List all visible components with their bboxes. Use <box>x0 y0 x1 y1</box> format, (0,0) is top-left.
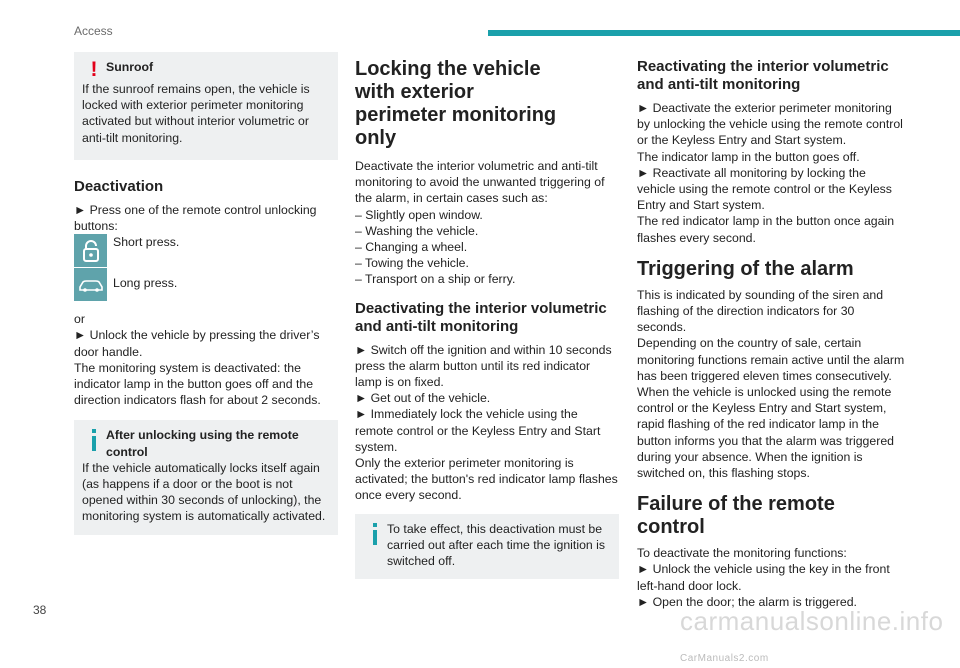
watermark-small-text: CarManuals2.com <box>680 653 769 664</box>
paragraph: To deactivate the monitoring functions: <box>637 546 847 561</box>
paragraph: ► Immediately lock the vehicle using the remote control or the Keyless Entry and Start system. <box>355 407 601 454</box>
info-icon <box>363 521 387 570</box>
note-text: To take effect, this deactivation must be carried out after each time the ignition is switched off. <box>387 521 606 569</box>
paragraph: ► Unlock the vehicle by pressing the driver’s door handle. <box>74 328 320 359</box>
paragraph: ► Get out of the vehicle. <box>355 391 491 406</box>
after-unlock-info-note <box>74 420 338 534</box>
header-accent-bar <box>488 30 960 36</box>
list-item: – Changing a wheel. <box>355 240 468 255</box>
list-item: – Slightly open window. <box>355 207 483 222</box>
column-3 <box>637 52 905 610</box>
note-text: If the sunroof remains open, the vehicle is locked with exterior perimeter monitoring activated but without interior volumetric or anti-tilt monitoring. <box>82 82 310 145</box>
short-press-label: Short press. <box>113 235 180 250</box>
watermark <box>680 606 960 668</box>
list-item: – Towing the vehicle. <box>355 256 469 271</box>
paragraph: The red indicator lamp in the button once again flashes every second. <box>637 214 895 245</box>
list-item: – Transport on a ship or ferry. <box>355 272 516 287</box>
column-1 <box>74 52 338 535</box>
warning-icon: ! <box>90 58 98 81</box>
paragraph: ► Press one of the remote control unlocking buttons: <box>74 202 317 234</box>
paragraph: This is indicated by sounding of the siren and flashing of the direction indicators for 30 seconds. <box>637 287 884 335</box>
paragraph: The indicator lamp in the button goes off. <box>637 149 860 164</box>
locking-heading: Locking the vehicle with exterior perimeter monitoring only <box>355 58 557 149</box>
deactivation-heading: Deactivation <box>74 177 164 195</box>
column-2 <box>355 52 619 579</box>
paragraph: Depending on the country of sale, certain monitoring functions remain active until the alarm has been triggered eleven times consecutively. <box>637 336 905 383</box>
long-press-row <box>74 268 338 301</box>
info-icon <box>82 427 106 459</box>
car-icon <box>74 268 107 301</box>
paragraph: When the vehicle is unlocked using the remote control or the Keyless Entry and Start system, rapid flashing of the red indicator lamp in the button informs you that the alarm was triggered during your absence. When the ignition is switched on, this flashing stops. <box>637 385 894 481</box>
paragraph: or <box>74 312 85 327</box>
paragraph: ► Deactivate the exterior perimeter monitoring by unlocking the vehicle using the remote control or the Keyless Entry and Start system. <box>637 101 903 148</box>
unlock-padlock-icon <box>74 234 107 267</box>
paragraph: The monitoring system is deactivated: the indicator lamp in the button goes off and the direction indicators flash for about 2 seconds. <box>74 360 321 408</box>
paragraph: ► Open the door; the alarm is triggered. <box>637 594 857 609</box>
triggering-heading: Triggering of the alarm <box>637 257 854 280</box>
note-title: After unlocking using the remote control <box>106 428 299 459</box>
deactivating-heading: Deactivating the interior volumetric and anti-tilt monitoring <box>355 299 607 335</box>
note-text: If the vehicle automatically locks itself again (as happens if a door or the boot is not opened within 30 seconds of unlocking), the monitoring system is automatically activated. <box>82 460 326 524</box>
note-title: Sunroof <box>106 60 154 74</box>
reactivating-heading: Reactivating the interior volumetric and anti-tilt monitoring <box>637 58 889 93</box>
paragraph: Deactivate the interior volumetric and anti-tilt monitoring to avoid the unwanted triggering of the alarm, in certain cases such as: <box>355 159 605 206</box>
failure-heading: Failure of the remote control <box>637 493 835 539</box>
paragraph: ► Reactivate all monitoring by locking the vehicle using the remote control or the Keyless Entry and Start system. <box>637 165 892 213</box>
paragraph: ► Switch off the ignition and within 10 seconds press the alarm button until its red indicator lamp is on fixed. <box>355 342 612 390</box>
long-press-label: Long press. <box>113 276 178 291</box>
watermark-text: carmanualsonline.info <box>680 606 944 636</box>
short-press-row <box>74 234 338 267</box>
section-title: Access <box>74 24 113 38</box>
paragraph: Only the exterior perimeter monitoring is activated; the button's red indicator lamp flashes once every second. <box>355 456 618 503</box>
paragraph: ► Unlock the vehicle using the key in the front left-hand door lock. <box>637 562 890 593</box>
list-item: – Washing the vehicle. <box>355 223 479 238</box>
page-number: 38 <box>33 603 47 617</box>
deactivation-info-note <box>355 514 619 580</box>
sunroof-warning-note <box>74 52 338 160</box>
